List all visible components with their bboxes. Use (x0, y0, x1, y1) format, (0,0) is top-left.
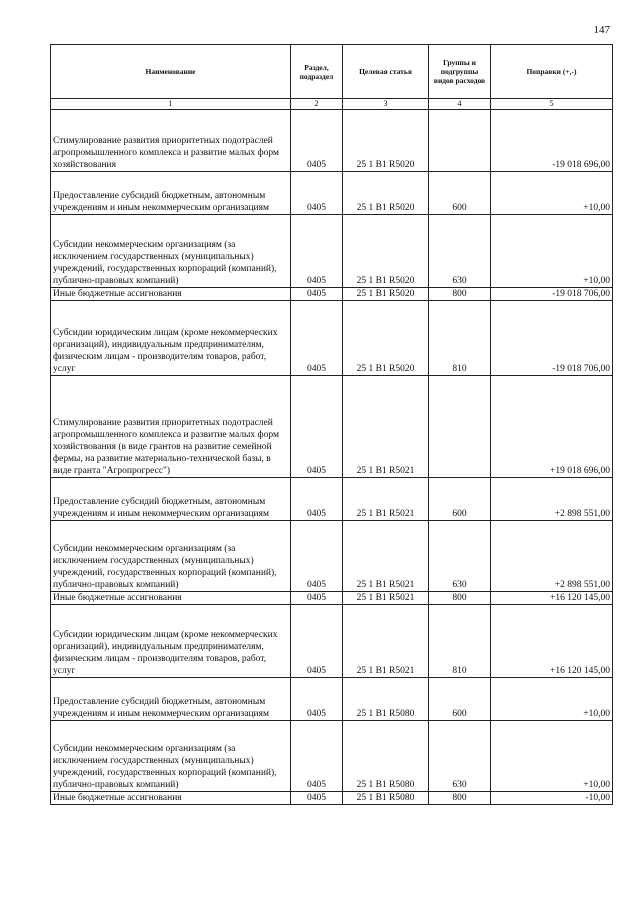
header-amendments: Поправки (+,-) (491, 45, 613, 99)
row-amount: +10,00 (491, 215, 613, 288)
column-number: 1 (51, 99, 291, 110)
row-section: 0405 (291, 792, 343, 805)
header-name: Наименование (51, 45, 291, 99)
row-section: 0405 (291, 172, 343, 215)
row-section: 0405 (291, 592, 343, 605)
row-amount: +10,00 (491, 678, 613, 721)
row-name: Предоставление субсидий бюджетным, автономным учреждениям и иным некоммерческим организациям (51, 678, 291, 721)
row-group: 800 (429, 792, 491, 805)
table-row (51, 721, 613, 792)
row-target: 25 1 В1 R5080 (343, 678, 429, 721)
row-target: 25 1 В1 R5021 (343, 521, 429, 592)
row-name: Субсидии юридическим лицам (кроме некоммерческих организаций), индивидуальным предпринимателям, физическим лицам - производителям товаров, работ, услуг (51, 301, 291, 376)
column-number: 3 (343, 99, 429, 110)
row-target: 25 1 В1 R5021 (343, 592, 429, 605)
row-group: 600 (429, 478, 491, 521)
table-row (51, 301, 613, 376)
page-number: 147 (593, 24, 610, 36)
row-amount: +2 898 551,00 (491, 478, 613, 521)
row-target: 25 1 В1 R5020 (343, 301, 429, 376)
table-row (51, 592, 613, 605)
row-section: 0405 (291, 478, 343, 521)
table-row (51, 678, 613, 721)
row-section: 0405 (291, 215, 343, 288)
header-row (51, 45, 613, 99)
row-group: 630 (429, 721, 491, 792)
row-section: 0405 (291, 605, 343, 678)
row-name: Иные бюджетные ассигнования (51, 792, 291, 805)
row-target: 25 1 В1 R5020 (343, 215, 429, 288)
row-section: 0405 (291, 521, 343, 592)
row-section: 0405 (291, 301, 343, 376)
row-amount: +16 120 145,00 (491, 605, 613, 678)
row-section: 0405 (291, 376, 343, 478)
row-section: 0405 (291, 721, 343, 792)
row-group: 800 (429, 592, 491, 605)
column-number: 2 (291, 99, 343, 110)
budget-amendments-table (50, 44, 613, 805)
row-amount: -19 018 696,00 (491, 110, 613, 172)
row-target: 25 1 В1 R5080 (343, 792, 429, 805)
row-amount: +10,00 (491, 721, 613, 792)
row-target: 25 1 В1 R5020 (343, 172, 429, 215)
row-name: Субсидии некоммерческим организациям (за исключением государственных (муниципальных) учреждений, государственных корпораций (компаний), публично-правовых компаний) (51, 721, 291, 792)
column-number: 5 (491, 99, 613, 110)
row-section: 0405 (291, 678, 343, 721)
row-name: Иные бюджетные ассигнования (51, 288, 291, 301)
row-group: 630 (429, 521, 491, 592)
row-name: Иные бюджетные ассигнования (51, 592, 291, 605)
column-number: 4 (429, 99, 491, 110)
row-group: 810 (429, 301, 491, 376)
row-target: 25 1 В1 R5020 (343, 110, 429, 172)
row-group: 600 (429, 678, 491, 721)
row-group: 600 (429, 172, 491, 215)
row-target: 25 1 В1 R5021 (343, 605, 429, 678)
table-row (51, 478, 613, 521)
row-name: Предоставление субсидий бюджетным, автономным учреждениям и иным некоммерческим организациям (51, 478, 291, 521)
row-name: Стимулирование развития приоритетных подотраслей агропромышленного комплекса и развитие малых форм хозяйствования (в виде грантов на развитие семейной фермы, на развитие материально-технической базы, в виде гранта "Агропрогресс") (51, 376, 291, 478)
row-name: Субсидии некоммерческим организациям (за исключением государственных (муниципальных) учреждений, государственных корпораций (компаний), публично-правовых компаний) (51, 521, 291, 592)
table-row (51, 605, 613, 678)
table-row (51, 172, 613, 215)
table-row (51, 792, 613, 805)
row-name: Предоставление субсидий бюджетным, автономным учреждениям и иным некоммерческим организациям (51, 172, 291, 215)
row-target: 25 1 В1 R5080 (343, 721, 429, 792)
row-section: 0405 (291, 110, 343, 172)
row-amount: -10,00 (491, 792, 613, 805)
row-target: 25 1 В1 R5020 (343, 288, 429, 301)
header-groups: Группы и подгруппы видов расходов (429, 45, 491, 99)
row-amount: +19 018 696,00 (491, 376, 613, 478)
table-row (51, 288, 613, 301)
row-name: Субсидии юридическим лицам (кроме некоммерческих организаций), индивидуальным предпринимателям, физическим лицам - производителям товаров, работ, услуг (51, 605, 291, 678)
table-row (51, 376, 613, 478)
row-name: Стимулирование развития приоритетных подотраслей агропромышленного комплекса и развитие малых форм хозяйствования (51, 110, 291, 172)
row-target: 25 1 В1 R5021 (343, 376, 429, 478)
row-group (429, 110, 491, 172)
row-amount: +10,00 (491, 172, 613, 215)
header-target: Целевая статья (343, 45, 429, 99)
row-group: 810 (429, 605, 491, 678)
row-target: 25 1 В1 R5021 (343, 478, 429, 521)
header-section: Раздел, подраздел (291, 45, 343, 99)
row-group: 630 (429, 215, 491, 288)
row-name: Субсидии некоммерческим организациям (за исключением государственных (муниципальных) учреждений, государственных корпораций (компаний), публично-правовых компаний) (51, 215, 291, 288)
row-group: 800 (429, 288, 491, 301)
table-row (51, 110, 613, 172)
table-row (51, 521, 613, 592)
table-row (51, 215, 613, 288)
row-amount: +16 120 145,00 (491, 592, 613, 605)
column-number-row (51, 99, 613, 110)
row-group (429, 376, 491, 478)
row-amount: -19 018 706,00 (491, 301, 613, 376)
row-section: 0405 (291, 288, 343, 301)
row-amount: -19 018 706,00 (491, 288, 613, 301)
row-amount: +2 898 551,00 (491, 521, 613, 592)
